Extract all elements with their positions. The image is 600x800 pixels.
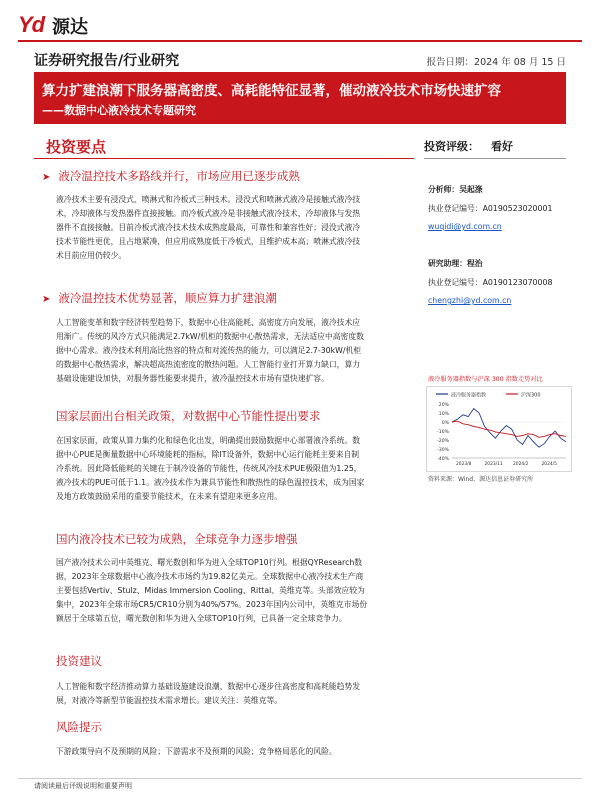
section-paragraph: 下游政策导向不及预期的风险；下游需求不及预期的风险；竞争格局恶化的风险。 <box>56 747 337 756</box>
logo-text: 源达 <box>52 17 88 38</box>
assistant-cert: 执业登记编号：A0190123070008 <box>428 278 553 287</box>
section-paragraph: 在国家层面，政策从算力集约化和绿色化出发，明确提出鼓励数据中心部署液冷系统。数 据中心PUE是衡量数据中心环境能耗的指标，除IT设备外，数据中心运行能耗主要来自制 冷系统。因此降低能耗的关键在于制冷设备的节能性，传统风冷技术PUE极限值为1.25， 液冷技术的PUE可低于1.1。液冷技术作为兼具节能性和散热性的绿色温控技术，成为国家 及地方政策鼓励采用的重要节能技术，在未来有望迎来更多应用。 <box>56 436 365 501</box>
rating <box>424 138 513 154</box>
section-paragraph: 人工智能变革和数字经济转型趋势下，数据中心往高能耗、高密度方向发展，液冷技术应 用渐广。传统的风冷方式只能满足2.7kW/机柜的数据中心散热需求，无法适应中高密度数 据中心需求。液冷技术利用高比热容的特点和对流传热的能力，可以满足2.7-30kW/机柜 的数据中心散热需求，解决超高热流密度的散热问题。人工智能行业打开算力缺口，算力 基础设施建设加快，对服务器性能要求提升，液冷温控技术市场有望快速扩容。 <box>56 318 364 383</box>
section-paragraph: 液冷技术主要有浸没式、喷淋式和冷板式三种技术。浸没式和喷淋式液冷是接触式液冷技 术，冷却液体与发热器件直接接触。而冷板式液冷是非接触式液冷技术，冷却液体与发热 器件不直接接触。目前冷板式液冷技术技术成熟度最高，可靠性和兼容性好；浸没式液冷 技术节能性更优，且占地紧凑，但应用成熟度低于冷板式，且维护成本高；喷淋式液冷技 术目前应用仍较少。 <box>56 195 361 260</box>
chart-title: 液冷服务器指数与沪深 300 指数走势对比 <box>428 376 543 383</box>
x-tick-label: 2024/2 <box>513 462 529 467</box>
section-paragraph: 国产液冷技术公司中英维克、曙光数创和华为进入全球TOP10行列。根据QYResearch数 据，2023年全球数据中心液冷技术市场约为19.82亿美元。全球数据中心液冷技术生产商 主要包括Vertiv、Stulz、Midas Immersion Cooling、Rittal、英维克等。头部效应较为 集中，2023年全球市场CR5/CR10分别为40%/57%。2023年国内公司中，英维克市场份 额居于全球第五位，曙光数创和华为进入全球TOP10行列，已具备一定全球竞争力。 <box>56 558 368 623</box>
title-banner <box>34 72 566 124</box>
analyst: 分析师：吴起涤 <box>428 185 483 194</box>
rating-divider <box>424 158 566 159</box>
series-line <box>452 421 566 437</box>
section-title: ➤ 液冷温控技术优势显著，顺应算力扩建浪潮 <box>42 291 277 305</box>
y-tick-label: 10% <box>438 411 449 417</box>
section-title: 国内液冷技术已较为成熟，全球竞争力逐步增强 <box>56 532 298 546</box>
footer-note: 请阅读最后评级说明和重要声明 <box>34 782 132 790</box>
company-logo <box>18 10 138 38</box>
rating-label: 投资评级： <box>424 140 479 153</box>
chevron-right-icon: ➤ <box>42 172 51 183</box>
legend-label: 沪深300 <box>521 392 541 399</box>
chevron-right-icon: ➤ <box>42 294 51 305</box>
report-date: 报告日期：2024 年 08 月 15 日 <box>426 57 566 68</box>
footer-divider <box>18 778 582 779</box>
section-title: 投资建议 <box>56 654 102 668</box>
chart-source: 资料来源：Wind，源达信息证券研究所 <box>428 476 534 483</box>
y-tick-label: -10% <box>437 429 449 435</box>
assistant: 研究助理：程治 <box>428 259 483 268</box>
analyst-email[interactable]: wuqidi@yd.com.cn <box>428 222 502 231</box>
main-title: 算力扩建浪潮下服务器高密度、高耗能特征显著，催动液冷技术市场快速扩容 <box>42 83 501 99</box>
rating-value: 看好 <box>491 140 513 153</box>
section-title: 国家层面出台相关政策，对数据中心节能性提出要求 <box>56 409 321 423</box>
logo-mark: Yd <box>18 12 45 37</box>
assistant-email[interactable]: chengzhi@yd.com.cn <box>428 296 512 305</box>
section-title: 风险提示 <box>56 720 102 734</box>
section-title: ➤ 液冷温控技术多路线并行，市场应用已逐步成熟 <box>42 169 300 183</box>
y-tick-label: 20% <box>438 402 449 408</box>
x-tick-label: 2023/11 <box>484 462 503 467</box>
x-tick-label: 2024/5 <box>541 462 557 467</box>
summary-divider <box>34 158 414 159</box>
y-tick-label: -30% <box>437 447 449 453</box>
header-divider <box>18 40 582 42</box>
y-tick-label: 0% <box>441 420 449 426</box>
series-line <box>452 409 566 448</box>
report-type: 证券研究报告/行业研究 <box>34 53 180 69</box>
line-chart <box>426 386 572 472</box>
y-tick-label: -20% <box>437 438 449 444</box>
summary-heading: 投资要点 <box>46 138 107 156</box>
analyst-cert: 执业登记编号：A0190523020001 <box>428 204 553 213</box>
legend-label: 液冷服务器指数 <box>451 392 487 399</box>
section-paragraph: 人工智能和数字经济推动算力基础设施建设浪潮，数据中心逐步往高密度和高耗能趋势发 展，对液冷等新型节能温控技术需求增长。建议关注：英维克等。 <box>56 682 361 705</box>
x-tick-label: 2023/8 <box>456 462 472 467</box>
y-tick-label: -40% <box>437 456 449 462</box>
sub-title: ——数据中心液冷技术专题研究 <box>42 104 196 117</box>
